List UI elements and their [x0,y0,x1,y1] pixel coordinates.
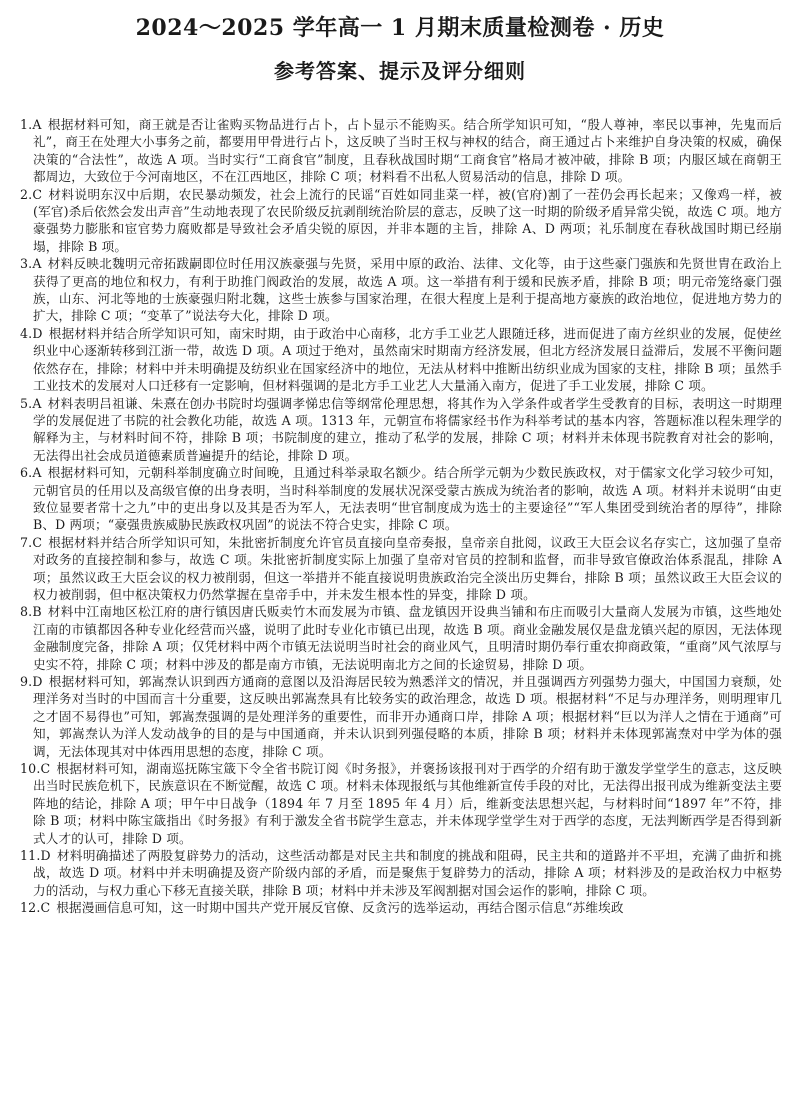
answer-number: 5. [20,395,33,411]
page-subtitle: 参考答案、提示及评分细则 [274,59,526,83]
answer-choice: B [32,604,42,620]
answer-choice: D [32,325,43,341]
answer-explanation: 材料中江南地区松江府的唐行镇因唐氏贩卖竹木而发展为市镇、盘龙镇因开设典当铺和布庄而吸引大量商人发展为市镇，这些地处江南的市镇都因各种专业化经营而兴盛，说明了此时专业化市镇已出现，故选 B 项。商业金融发展仅是盘龙镇兴起的原因，无法体现金融制度完备，排除 A 项；仅凭材料中两个市镇无法说明当时社会的商业风气，且明清时期仍奉行重农抑商政策，“重商”风气浓厚与史实不符，排除 C 项；材料中涉及的都是南方市镇，无法说明南北方之间的长途贸易，排除 D 项。 [33,604,782,672]
answer-item [20,847,782,899]
answer-number: 7. [20,534,33,550]
answer-list [20,116,782,917]
answer-item [20,760,782,847]
answer-item [20,186,782,256]
answer-number: 1. [20,117,33,132]
answer-item [20,534,782,604]
answer-choice: C [40,900,51,916]
answer-choice: A [32,395,42,411]
answer-number: 2. [20,186,33,202]
answer-explanation: 根据漫画信息可知，这一时期中国共产党开展反官僚、反贪污的选举运动，再结合图示信息“苏维埃政 [56,900,624,916]
answer-number: 4. [20,325,33,341]
answer-number: 3. [20,256,33,272]
answer-number: 10. [20,761,41,777]
answer-item [20,603,782,673]
answer-choice: C [40,761,51,777]
answer-explanation: 根据材料可知，商王就是否让雀购买物品进行占卜，占卜显示不能购买。结合所学知识可知，“殷人尊神，率民以事神，先鬼而后礼”，商王在处理大小事务之前，都要用甲骨进行占卜，这反映了当时王权与神权的结合，商王通过占卜来维护自身决策的权威，确保决策的“合法性”，故选 A 项。当时实行“工商食官”制度，且春秋战国时期“工商食官”格局才被冲破，排除 B 项；内服区域在商朝王都周边，大致位于今河南地区，不在江西地区，排除 C 项；材料看不出私人贸易活动的信息，排除 D 项。 [33,117,782,185]
answer-explanation: 根据材料可知，湖南巡抚陈宝箴下令全省书院订阅《时务报》，并褒扬该报刊对于西学的介绍有助于激发学堂学生的意志，这反映出当时民族危机下，民族意识在不断觉醒，故选 C 项。材料未体现报纸与其他维新宣传手段的对比，无法得出报刊成为维新变法主要阵地的结论，排除 A 项；甲午中日战争（1894 年 7 月至 1895 年 4 月）后，维新变法思想兴起，与材料时间“1897 年”不符，排除 B 项；材料中陈宝箴指出《时务报》有利于激发全省书院学生意志，并未体现学堂学生对于西学的态度，无法判断西学是否得到新式人才的认可，排除 D 项。 [33,761,782,846]
answer-item [20,899,782,916]
answer-explanation: 材料表明吕祖谦、朱熹在创办书院时均强调孝悌忠信等纲常伦理思想，将其作为入学条件或者学生受教育的目标，表明这一时期理学的发展促进了书院的社会教化功能，故选 A 项。1313 年，元朝宣布将儒家经书作为科举考试的基本内容，答题标准以程朱理学的解释为主，与材料时间不符，排除 B 项；书院制度的建立，推动了私学的发展，排除 C 项；材料并未体现书院教育对社会的影响，无法得出社会成员道德素质普遍提升的结论，排除 D 项。 [33,395,782,463]
answer-choice: D [32,674,43,689]
answer-item [20,673,782,760]
answer-explanation: 材料反映北魏明元帝拓跋嗣即位时任用汉族豪强与先贤，采用中原的政治、法律、文化等，由于这些豪门强族和先贤世胄在政治上获得了更高的地位和权力，有利于助推门阀政治的发展，故选 A 项。这一举措有利于缓和民族矛盾，排除 B 项；明元帝笼络豪门强族，山东、河北等地的士族豪强归附北魏，这些士族参与国家治理，在很大程度上是利于提高地方豪族的政治地位，促进地方势力的扩大，排除 C 项；“变革了”说法夸大化，排除 D 项。 [33,256,782,324]
answer-number: 11. [20,848,41,864]
answer-item [20,255,782,325]
answer-explanation: 材料明确描述了两股复辟势力的活动，这些活动都是对民主共和制度的挑战和阻碍，民主共和的道路并不平坦，充满了曲折和挑战，故选 D 项。材料中并未明确提及资产阶级内部的矛盾，而是聚焦于复辟势力的活动，排除 A 项；材料涉及的是政治权力中枢势力的活动，与权力重心下移无直接关联，排除 B 项；材料中并未涉及军阀割据对国会运作的影响，排除 C 项。 [33,848,782,898]
answer-number: 6. [20,465,33,481]
answer-explanation: 根据材料并结合所学知识可知，朱批密折制度允许官员直接向皇帝奏报，皇帝亲自批阅，议政王大臣会议名存实亡，这加强了皇帝对政务的直接控制和参与，故选 C 项。朱批密折制度实际上加强了皇帝对官员的控制和监督，而非导致官僚政治体系混乱，排除 A 项；虽然议政王大臣会议的权力被削弱，但这一举措并不能直接说明贵族政治完全淡出历史舞台，排除 B 项；虽然议政王大臣会议的权力被削弱，但中枢决策权力仍然掌握在皇帝手中，并未发生根本性的异变，排除 D 项。 [33,534,782,602]
answer-choice: C [32,186,43,202]
page-title: 2024～2025 学年高一 1 月期末质量检测卷 · 历史 [135,15,665,41]
answer-number: 12. [20,900,41,916]
answer-item [20,116,782,186]
answer-choice: A [32,117,42,132]
answer-explanation: 材料说明东汉中后期，农民暴动频发，社会上流行的民谣“百姓如同韭菜一样，被(官府)割了一茬仍会再长起来；又像鸡一样，被(军官)杀后依然会发出声音”生动地表现了农民阶级反抗剥削统治阶层的意志，反映了这一时期的阶级矛盾异常尖锐，故选 C 项。地方豪强势力膨胀和宦官势力腐败都是导致社会矛盾尖锐的原因，并非本题的主旨，排除 A、D 两项；礼乐制度在春秋战国时期已经崩塌，排除 B 项。 [33,186,782,254]
answer-choice: C [32,534,43,550]
answer-choice: A [32,465,42,481]
answer-explanation: 根据材料可知，元朝科举制度确立时间晚，且通过科举录取名额少。结合所学元朝为少数民族政权，对于儒家文化学习较少可知，元朝官员的任用以及高级官僚的出身表明，当时科举制度的发展状况深受蒙古族成为统治者的影响，故选 A 项。材料并未说明“由吏致位显要者常十之九”中的吏出身以及其是否为军人，无法表明“世官制度成为选士的主要途径”“军人集团受到统治者的厚待”，排除 B、D 两项；“豪强贵族威胁民族政权巩固”的说法不符合史实，排除 C 项。 [33,465,782,533]
answer-item [20,395,782,465]
answer-number: 9. [20,674,33,689]
answer-number: 8. [20,604,33,620]
answer-explanation: 根据材料并结合所学知识可知，南宋时期，由于政治中心南移，北方手工业艺人跟随迁移，进而促进了南方丝织业的发展，促使丝织业中心逐渐转移到江浙一带，故选 D 项。A 项过于绝对，虽然南宋时期南方经济发展，但北方经济发展日益滞后，发展不平衡问题依然存在，排除；材料中并未明确提及纺织业在国家经济中的地位，无法从材料中推断出纺织业成为国家的支柱，排除 B 项；虽然手工业技术的发展对人口迁移有一定影响，但材料强调的是北方手工业艺人大量涌入南方，促进了手工业发展，排除 C 项。 [33,325,782,394]
answer-choice: D [40,848,51,864]
answer-item [20,464,782,534]
answer-explanation: 根据材料可知，郭嵩焘认识到西方通商的意图以及沿海居民较为熟悉洋文的情况，并且强调西方列强势力强大，中国国力衰颓，处理洋务对当时的中国而言十分重要，这反映出郭嵩焘具有比较务实的政治理念，故选 D 项。根据材料“不足与办理洋务，则明理审几之才固不易得也”可知，郭嵩焘强调的是处理洋务的重要性，而非开办通商口岸，排除 A 项；根据材料“巨以为洋人之情在于通商”可知，郭嵩焘认为洋人发动战争的目的是与中国通商，并未认识到列强侵略的本质，排除 B 项；材料并未体现郭嵩焘对中学为体的强调，无法体现其对中体西用思想的态度，排除 C 项。 [33,674,782,759]
answer-item [20,325,782,395]
answer-choice: A [32,256,42,272]
